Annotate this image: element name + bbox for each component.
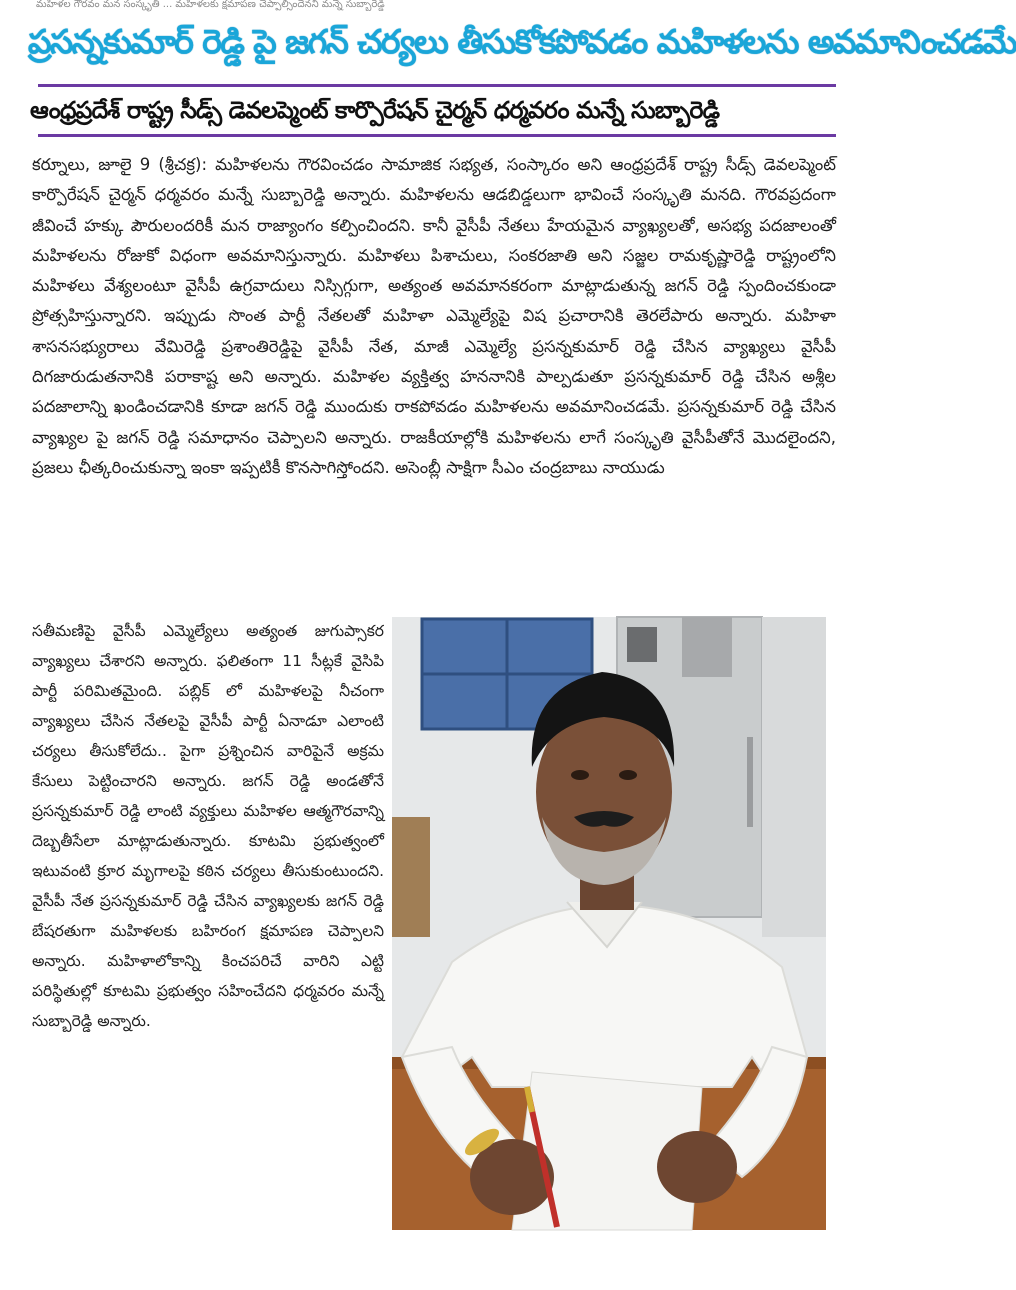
- subheadline-divider: [38, 134, 836, 137]
- article-paragraph-full-width: కర్నూలు, జూలై 9 (శ్రీచక్ర): మహిళలను గౌరవించడం సామాజిక సభ్యత, సంస్కారం అని ఆంధ్రప్రదేశ్ రాష్ట్ర సీడ్స్ డెవలప్మెంట్ కార్పొరేషన్ చైర్మన్ ధర్మవరం మన్నే సుబ్బారెడ్డి అన్నారు. మహిళలను ఆడబిడ్డలుగా భావించే సంస్కృతి మనది. గౌరవప్రదంగా జీవించే హక్కు పౌరులందరికీ మన రాజ్యాంగం కల్పించిందని. కానీ వైసీపీ నేతలు హేయమైన వ్యాఖ్యలతో, అసభ్య పదజాలంతో మహిళలను రోజుకో విధంగా అవమానిస్తున్నారు. మహిళలు పిశాచులు, సంకరజాతి అని సజ్జల రామకృష్ణారెడ్డి రాష్ట్రంలోని మహిళలు వేశ్యలంటూ వైసీపీ ఉగ్రవాదులు నిస్సిగ్గుగా, అత్యంత అవమానకరంగా మాట్లాడుతున్న జగన్ రెడ్డి స్పందించకుండా ప్రోత్సహిస్తున్నారని. ఇప్పుడు సొంత పార్టీ నేతలతో మహిళా ఎమ్మెల్యేపై విష ప్రచారానికి తెరలేపారు అన్నారు. మహిళా శాసనసభ్యురాలు వేమిరెడ్డి ప్రశాంతిరెడ్డిపై వైసీపీ నేత, మాజీ ఎమ్మెల్యే ప్రసన్నకుమార్ రెడ్డి చేసిన వ్యాఖ్యలు వైసీపీ దిగజారుడుతనానికి పరాకాష్ట అని అన్నారు. మహిళల వ్యక్తిత్వ హననానికి పాల్పడుతూ ప్రసన్నకుమార్ రెడ్డి చేసిన అశ్లీల పదజాలాన్ని ఖండించడానికి కూడా జగన్ రెడ్డి ముందుకు రాకపోవడం మహిళలను అవమానించడమే. ప్రసన్నకుమార్ రెడ్డి చేసిన వ్యాఖ్యల పై జగన్ రెడ్డి సమాధానం చెప్పాలని అన్నారు. రాజకీయాల్లోకి మహిళలను లాగే సంస్కృతి వైసీపీతోనే మొదలైందని, ప్రజలు ఛీత్కరించుకున్నా ఇంకా ఇప్పటికీ కొనసాగిస్తోందని. అసెంబ్లీ సాక్షిగా సీఎం చంద్రబాబు నాయుడు: [32, 155, 836, 477]
- portrait-illustration: [392, 617, 826, 1230]
- article-paragraph-beside-photo: సతీమణిపై వైసీపీ ఎమ్మెల్యేలు అత్యంత జుగుప్సాకర వ్యాఖ్యలు చేశారని అన్నారు. ఫలితంగా 11 సీట్లకే వైసిపి పార్టీ పరిమితమైంది. పబ్లిక్ లో మహిళలపై నీచంగా వ్యాఖ్యలు చేసిన నేతలపై వైసీపీ పార్టీ ఏనాడూ ఎలాంటి చర్యలు తీసుకోలేదు.. పైగా ప్రశ్నించిన వారిపైనే అక్రమ కేసులు పెట్టించారని అన్నారు. జగన్ రెడ్డి అండతోనే ప్రసన్నకుమార్ రెడ్డి లాంటి వ్యక్తులు మహిళల ఆత్మగౌరవాన్ని దెబ్బతీసేలా మాట్లాడుతున్నారు. కూటమి ప్రభుత్వంలో ఇటువంటి క్రూర మృగాలపై కఠిన చర్యలు తీసుకుంటుందని. వైసీపీ నేత ప్రసన్నకుమార్ రెడ్డి చేసిన వ్యాఖ్యలకు జగన్ రెడ్డి బేషరతుగా మహిళలకు బహిరంగ క్షమాపణ చెప్పాలని అన్నారు. మహిళాలోకాన్ని కించపరిచే వారిని ఎట్టి పరిస్థితుల్లో కూటమి ప్రభుత్వం సహించేదని ధర్మవరం మన్నే సుబ్బారెడ్డి అన్నారు.: [32, 622, 384, 1030]
- headline-divider: [38, 84, 836, 87]
- headline: ప్రసన్నకుమార్ రెడ్డి పై జగన్ చర్యలు తీసుకోకపోవడం మహిళలను అవమానించడమే: [28, 22, 1016, 61]
- top-strip-cut-text: మహిళల గౌరవం మన సంస్కృతి ... మహిళలకు క్షమాపణ చెప్పాల్సిందేనని మన్నే సుబ్బారెడ్డి: [36, 0, 385, 10]
- portrait-photo: [392, 617, 826, 1230]
- subheadline: ఆంధ్రప్రదేశ్ రాష్ట్ర సీడ్స్ డెవలప్మెంట్ కార్పొరేషన్ చైర్మన్ ధర్మవరం మన్నే సుబ్బారెడ్డి: [30, 96, 720, 124]
